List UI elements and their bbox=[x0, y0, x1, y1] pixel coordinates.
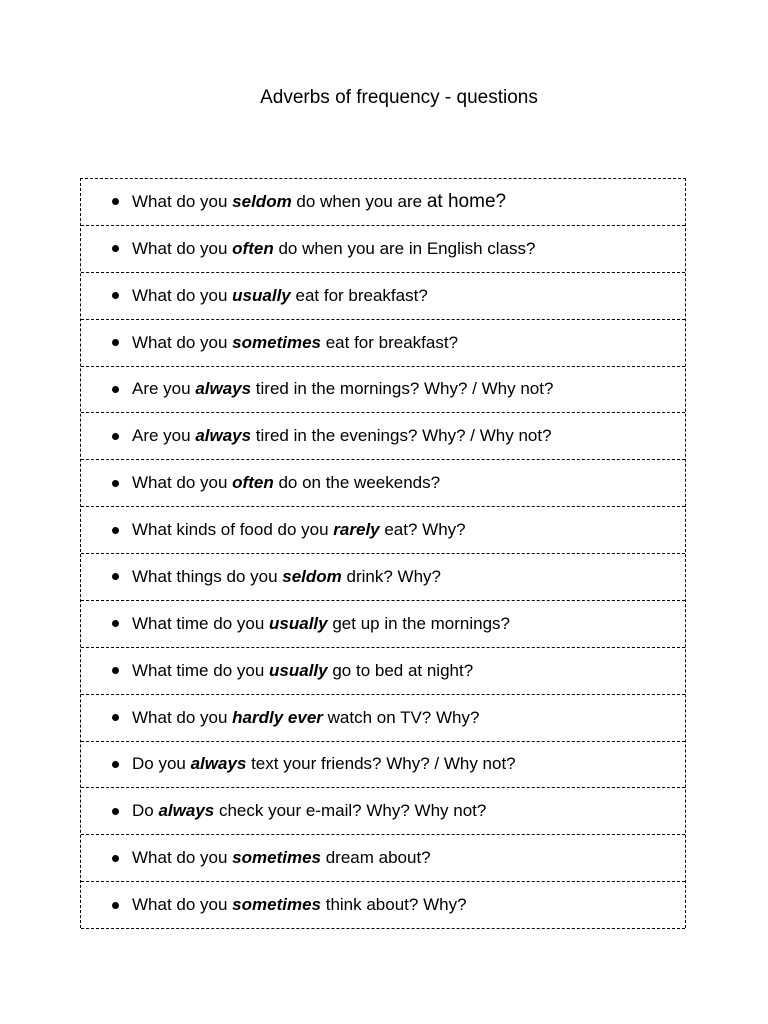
question-lead: What kinds of food do you bbox=[132, 520, 334, 540]
question-lead: Are you bbox=[132, 379, 196, 399]
question-rest: text your friends? Why? / Why not? bbox=[246, 754, 516, 774]
page-title: Adverbs of frequency - questions bbox=[260, 87, 538, 108]
question-text bbox=[132, 379, 553, 399]
question-row bbox=[81, 273, 685, 320]
question-text bbox=[132, 239, 535, 259]
bullet-icon bbox=[112, 339, 119, 346]
question-row bbox=[81, 742, 685, 789]
question-lead: Do you bbox=[132, 754, 191, 774]
question-text bbox=[132, 708, 479, 728]
question-text bbox=[132, 192, 506, 212]
question-lead: What do you bbox=[132, 238, 233, 258]
bullet-icon bbox=[112, 761, 119, 768]
question-text bbox=[132, 661, 473, 681]
question-lead: What do you bbox=[132, 285, 233, 305]
bullet-icon bbox=[112, 480, 119, 487]
question-lead: What time do you bbox=[132, 613, 270, 633]
question-lead: What do you bbox=[132, 707, 233, 727]
question-text bbox=[132, 333, 458, 353]
question-rest: check your e-mail? Why? Why not? bbox=[214, 801, 487, 821]
question-lead: Do bbox=[132, 801, 159, 821]
question-row bbox=[81, 695, 685, 742]
frequency-adverb: always bbox=[195, 379, 252, 399]
bullet-icon bbox=[112, 667, 119, 674]
frequency-adverb: usually bbox=[232, 285, 291, 305]
frequency-adverb: usually bbox=[269, 660, 328, 680]
question-text bbox=[132, 895, 467, 915]
frequency-adverb: seldom bbox=[232, 191, 292, 211]
question-row bbox=[81, 367, 685, 414]
question-text bbox=[132, 754, 516, 774]
bullet-icon bbox=[112, 292, 119, 299]
frequency-adverb: rarely bbox=[333, 520, 380, 540]
frequency-adverb: usually bbox=[269, 613, 328, 633]
question-row bbox=[81, 882, 685, 929]
bullet-icon bbox=[112, 573, 119, 580]
question-lead: What time do you bbox=[132, 660, 270, 680]
question-row bbox=[81, 835, 685, 882]
question-table bbox=[80, 178, 686, 928]
frequency-adverb: sometimes bbox=[232, 848, 321, 868]
frequency-adverb: always bbox=[190, 754, 247, 774]
frequency-adverb: often bbox=[232, 473, 274, 493]
frequency-adverb: often bbox=[232, 238, 274, 258]
bullet-icon bbox=[112, 902, 119, 909]
bullet-icon bbox=[112, 433, 119, 440]
bullet-icon bbox=[112, 714, 119, 721]
frequency-adverb: seldom bbox=[282, 566, 342, 586]
question-text bbox=[132, 614, 510, 634]
frequency-adverb: always bbox=[158, 801, 215, 821]
question-row bbox=[81, 226, 685, 273]
question-lead: Are you bbox=[132, 426, 196, 446]
question-row bbox=[81, 788, 685, 835]
question-rest: dream about? bbox=[321, 848, 431, 868]
bullet-icon bbox=[112, 245, 119, 252]
question-rest: go to bed at night? bbox=[327, 660, 474, 680]
frequency-adverb: sometimes bbox=[232, 895, 321, 915]
question-row bbox=[81, 507, 685, 554]
question-tail: at home? bbox=[426, 190, 507, 212]
bullet-icon bbox=[112, 855, 119, 862]
question-text bbox=[132, 286, 428, 306]
question-row bbox=[81, 554, 685, 601]
question-lead: What do you bbox=[132, 332, 233, 352]
question-rest: drink? Why? bbox=[341, 566, 441, 586]
question-rest: think about? Why? bbox=[321, 895, 467, 915]
question-lead: What do you bbox=[132, 473, 233, 493]
question-row bbox=[81, 601, 685, 648]
question-row bbox=[81, 648, 685, 695]
frequency-adverb: always bbox=[195, 426, 252, 446]
question-rest: do on the weekends? bbox=[273, 473, 441, 493]
bullet-icon bbox=[112, 527, 119, 534]
question-lead: What do you bbox=[132, 191, 233, 211]
question-text bbox=[132, 473, 440, 493]
frequency-adverb: hardly ever bbox=[232, 707, 323, 727]
question-text bbox=[132, 520, 466, 540]
question-rest: do when you are in English class? bbox=[273, 238, 536, 258]
question-rest: eat for breakfast? bbox=[321, 332, 459, 352]
question-rest: tired in the mornings? Why? / Why not? bbox=[251, 379, 554, 399]
question-rest: eat for breakfast? bbox=[290, 285, 428, 305]
frequency-adverb: sometimes bbox=[232, 332, 321, 352]
question-row bbox=[81, 179, 685, 226]
question-text bbox=[132, 801, 486, 821]
question-rest: watch on TV? Why? bbox=[322, 707, 480, 727]
bullet-icon bbox=[112, 198, 119, 205]
question-rest: eat? Why? bbox=[379, 520, 466, 540]
question-lead: What do you bbox=[132, 895, 233, 915]
question-rest: do when you are bbox=[291, 191, 427, 211]
question-lead: What things do you bbox=[132, 566, 283, 586]
question-text bbox=[132, 426, 552, 446]
question-row bbox=[81, 460, 685, 507]
question-rest: tired in the evenings? Why? / Why not? bbox=[251, 426, 552, 446]
bullet-icon bbox=[112, 386, 119, 393]
bullet-icon bbox=[112, 808, 119, 815]
bullet-icon bbox=[112, 620, 119, 627]
question-text bbox=[132, 567, 441, 587]
question-lead: What do you bbox=[132, 848, 233, 868]
question-row bbox=[81, 320, 685, 367]
question-rest: get up in the mornings? bbox=[327, 613, 511, 633]
question-row bbox=[81, 413, 685, 460]
question-text bbox=[132, 848, 431, 868]
